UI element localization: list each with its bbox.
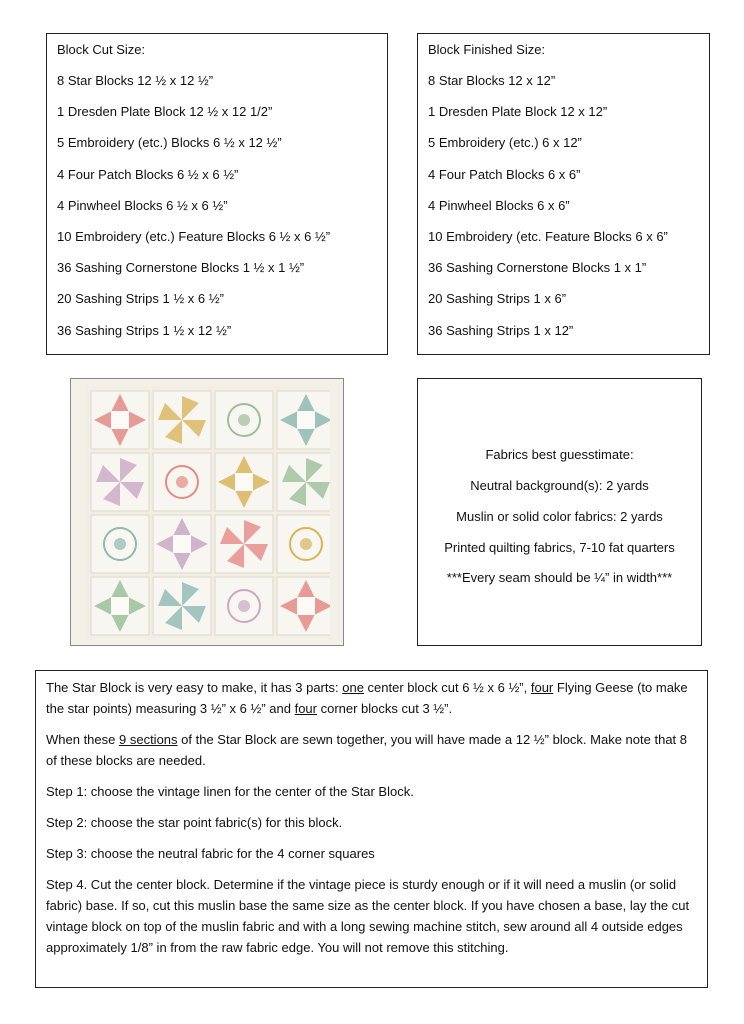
fabrics-line: Printed quilting fabrics, 7-10 fat quarters bbox=[444, 540, 675, 555]
cut-size-item: 8 Star Blocks 12 ½ x 12 ½” bbox=[57, 73, 214, 88]
note-text: of the Star Block are sewn together, you will have made a 12 ½” block. Make note that 8 of these blocks are needed. bbox=[46, 732, 687, 768]
embroidery-center bbox=[238, 414, 250, 426]
fabrics-estimate-box bbox=[417, 378, 702, 646]
cut-size-heading: Block Cut Size: bbox=[57, 42, 146, 57]
step-3: Step 3: choose the neutral fabric for the 4 corner squares bbox=[46, 846, 375, 861]
star-block-note bbox=[46, 729, 697, 771]
intro-emphasis: one bbox=[342, 680, 364, 695]
fabrics-seam-note: ***Every seam should be ¼” in width*** bbox=[446, 570, 673, 585]
intro-text: corner blocks cut 3 ½”. bbox=[316, 701, 453, 716]
cut-size-item: 4 Pinwheel Blocks 6 ½ x 6 ½” bbox=[57, 197, 228, 213]
finished-size-item: 8 Star Blocks 12 x 12” bbox=[428, 73, 556, 88]
block-finished-size-box bbox=[417, 33, 710, 355]
cut-size-item: 36 Sashing Cornerstone Blocks 1 ½ x 1 ½” bbox=[57, 260, 305, 276]
fabrics-line: Neutral background(s): 2 yards bbox=[470, 478, 649, 493]
quilt-illustration bbox=[86, 386, 330, 638]
note-text: When these bbox=[46, 732, 119, 747]
note-emphasis: 9 sections bbox=[119, 732, 178, 747]
step-4: Step 4. Cut the center block. Determine if the vintage piece is sturdy enough or if it will need a muslin (or solid fabric) base. If so, cut this muslin base the same size as the center block. If you have chosen a base, lay the cut vintage block on top of the muslin fabric and with a long sewing machine stitch, sew around all 4 outside edges approximately 1/8” in from the raw fabric edge. You will not remove this stitching. bbox=[46, 877, 690, 955]
embroidery-center bbox=[114, 538, 126, 550]
finished-size-item: 1 Dresden Plate Block 12 x 12” bbox=[428, 104, 608, 120]
fabrics-heading: Fabrics best guesstimate: bbox=[485, 447, 634, 462]
quilt-photo bbox=[70, 378, 344, 646]
cut-size-list bbox=[57, 71, 377, 340]
finished-size-item: 36 Sashing Strips 1 x 12” bbox=[428, 322, 574, 338]
cut-size-item: 1 Dresden Plate Block 12 ½ x 12 1/2” bbox=[57, 104, 273, 120]
block-cut-size-box bbox=[46, 33, 388, 355]
cut-size-item: 20 Sashing Strips 1 ½ x 6 ½” bbox=[57, 291, 224, 307]
step-1: Step 1: choose the vintage linen for the center of the Star Block. bbox=[46, 784, 414, 799]
finished-size-item: 5 Embroidery (etc.) 6 x 12” bbox=[428, 135, 582, 151]
intro-text: Flying Geese (to make the star points) measuring 3 ½” x 6 ½” and bbox=[46, 680, 688, 716]
finished-size-item: 20 Sashing Strips 1 x 6” bbox=[428, 291, 567, 307]
intro-text: center block cut 6 ½ x 6 ½”, bbox=[363, 680, 531, 695]
intro-emphasis: four bbox=[530, 680, 554, 695]
star-center bbox=[297, 411, 315, 429]
star-block-intro bbox=[46, 677, 697, 719]
embroidery-center bbox=[238, 600, 250, 612]
star-center bbox=[297, 597, 315, 615]
finished-size-heading: Block Finished Size: bbox=[428, 42, 546, 57]
intro-text: The Star Block is very easy to make, it has 3 parts: bbox=[46, 680, 343, 695]
cut-size-item: 10 Embroidery (etc.) Feature Blocks 6 ½ x 6 ½” bbox=[57, 228, 331, 244]
star-center bbox=[173, 535, 191, 553]
star-center bbox=[111, 597, 129, 615]
finished-size-list bbox=[428, 71, 699, 340]
fabrics-line: Muslin or solid color fabrics: 2 yards bbox=[456, 509, 663, 524]
step-2: Step 2: choose the star point fabric(s) for this block. bbox=[46, 815, 343, 830]
finished-size-item: 4 Four Patch Blocks 6 x 6” bbox=[428, 166, 581, 182]
star-center bbox=[111, 411, 129, 429]
cut-size-item: 5 Embroidery (etc.) Blocks 6 ½ x 12 ½” bbox=[57, 135, 282, 151]
embroidery-center bbox=[300, 538, 312, 550]
cut-size-item: 4 Four Patch Blocks 6 ½ x 6 ½” bbox=[57, 166, 239, 182]
finished-size-item: 10 Embroidery (etc. Feature Blocks 6 x 6” bbox=[428, 228, 668, 244]
finished-size-item: 36 Sashing Cornerstone Blocks 1 x 1” bbox=[428, 260, 647, 276]
star-center bbox=[235, 473, 253, 491]
cut-size-item: 36 Sashing Strips 1 ½ x 12 ½” bbox=[57, 322, 232, 338]
finished-size-item: 4 Pinwheel Blocks 6 x 6” bbox=[428, 197, 570, 213]
star-block-instructions bbox=[35, 670, 708, 988]
intro-emphasis: four bbox=[294, 701, 317, 716]
embroidery-center bbox=[176, 476, 188, 488]
